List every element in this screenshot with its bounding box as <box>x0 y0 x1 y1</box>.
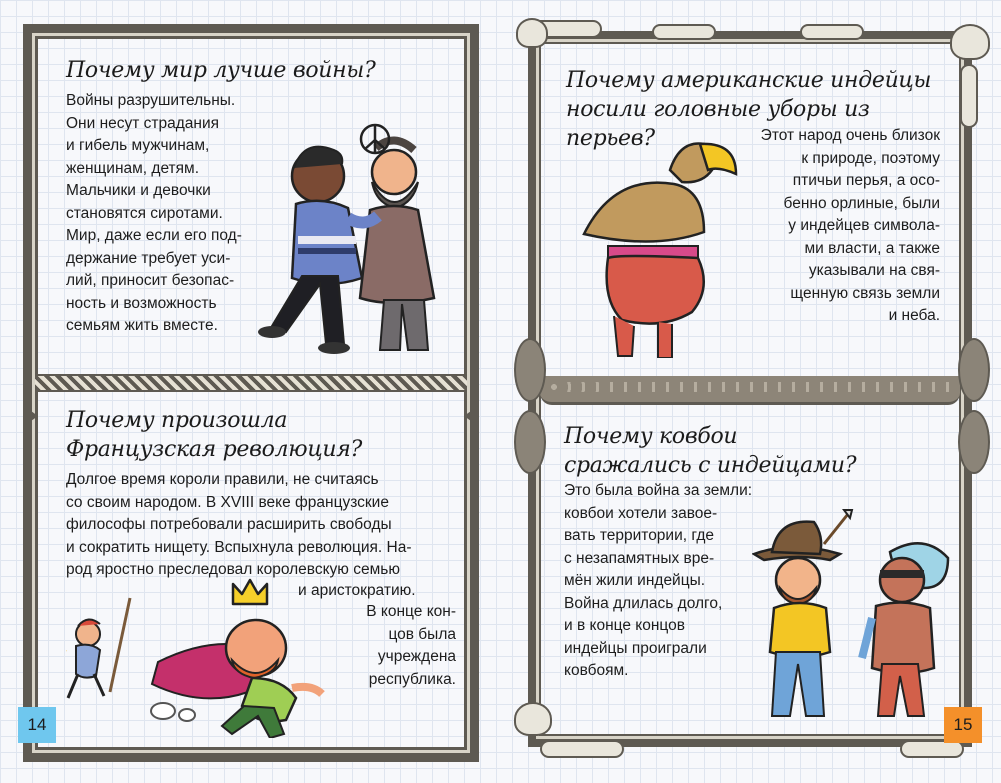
peace-sign-icon <box>358 122 392 156</box>
section-title-french-revolution: Почему произошла Французская революция? <box>66 408 363 462</box>
section-text-french-revolution-tail: и аристократию. <box>298 582 416 599</box>
leaf-ornament <box>958 338 990 402</box>
page-number: 14 <box>27 715 47 734</box>
page-number: 15 <box>953 715 973 734</box>
page-number-badge <box>944 707 982 743</box>
bone-ornament <box>652 24 716 40</box>
illustration-running-king <box>66 582 344 738</box>
section-text-feathers: Этот народ очень близок к природе, поэтому птичьи перья, а осо- бенно орлиные, были у индейцев символа- ми власти, а также указывали на свя- щенную связь земли и неба. <box>760 127 940 324</box>
left-page-divider <box>35 374 467 392</box>
leaf-ornament <box>514 338 546 402</box>
section-title-feathers: Почему американские индейцы носили головные уборы из перьев? <box>566 68 932 151</box>
illustration-feather-headdress <box>574 126 750 358</box>
bone-ornament <box>960 64 978 128</box>
section-title-peace: Почему мир лучше войны? <box>66 58 376 83</box>
crown-icon <box>230 578 270 608</box>
skull-ornament <box>516 18 548 48</box>
bone-ornament <box>540 740 624 758</box>
section-title-cowboys: Почему ковбои сражались с индейцами? <box>564 424 857 478</box>
right-page-divider <box>540 376 960 405</box>
section-text-french-revolution-end: В конце кон- цов была учреждена республика. <box>366 603 456 688</box>
section-text-cowboys: Это была война за земли: ковбои хотели завое- вать территории, где с незапамятных вре- мён жили индейцы. Война длилась долго, и в конце концов индейцы проиграли ковбоям. <box>564 482 753 679</box>
arrow-icon <box>820 508 854 548</box>
motion-puff <box>178 708 196 722</box>
section-text-peace: Войны разрушительны. Они несут страдания и гибель мужчинам, женщинам, детям. Мальчики и девочки становятся сиротами. Мир, даже если его под- держание требует уси- лий, приносит безопас- ность и возможность семьям жить вместе. <box>66 92 242 334</box>
motion-puff <box>150 702 176 720</box>
leaf-ornament <box>514 410 546 474</box>
skull-ornament <box>514 702 552 736</box>
skull-ornament <box>950 24 990 60</box>
bone-ornament <box>800 24 864 40</box>
section-text-french-revolution: Долгое время короли правили, не считаясь со своим народом. В XVIII веке французские философы потребовали расширить свободы и сократить нищету. Вспыхнула революция. На- род яростно преследовал королевскую семью <box>66 471 412 578</box>
leaf-ornament <box>958 410 990 474</box>
page-number-badge <box>18 707 56 743</box>
